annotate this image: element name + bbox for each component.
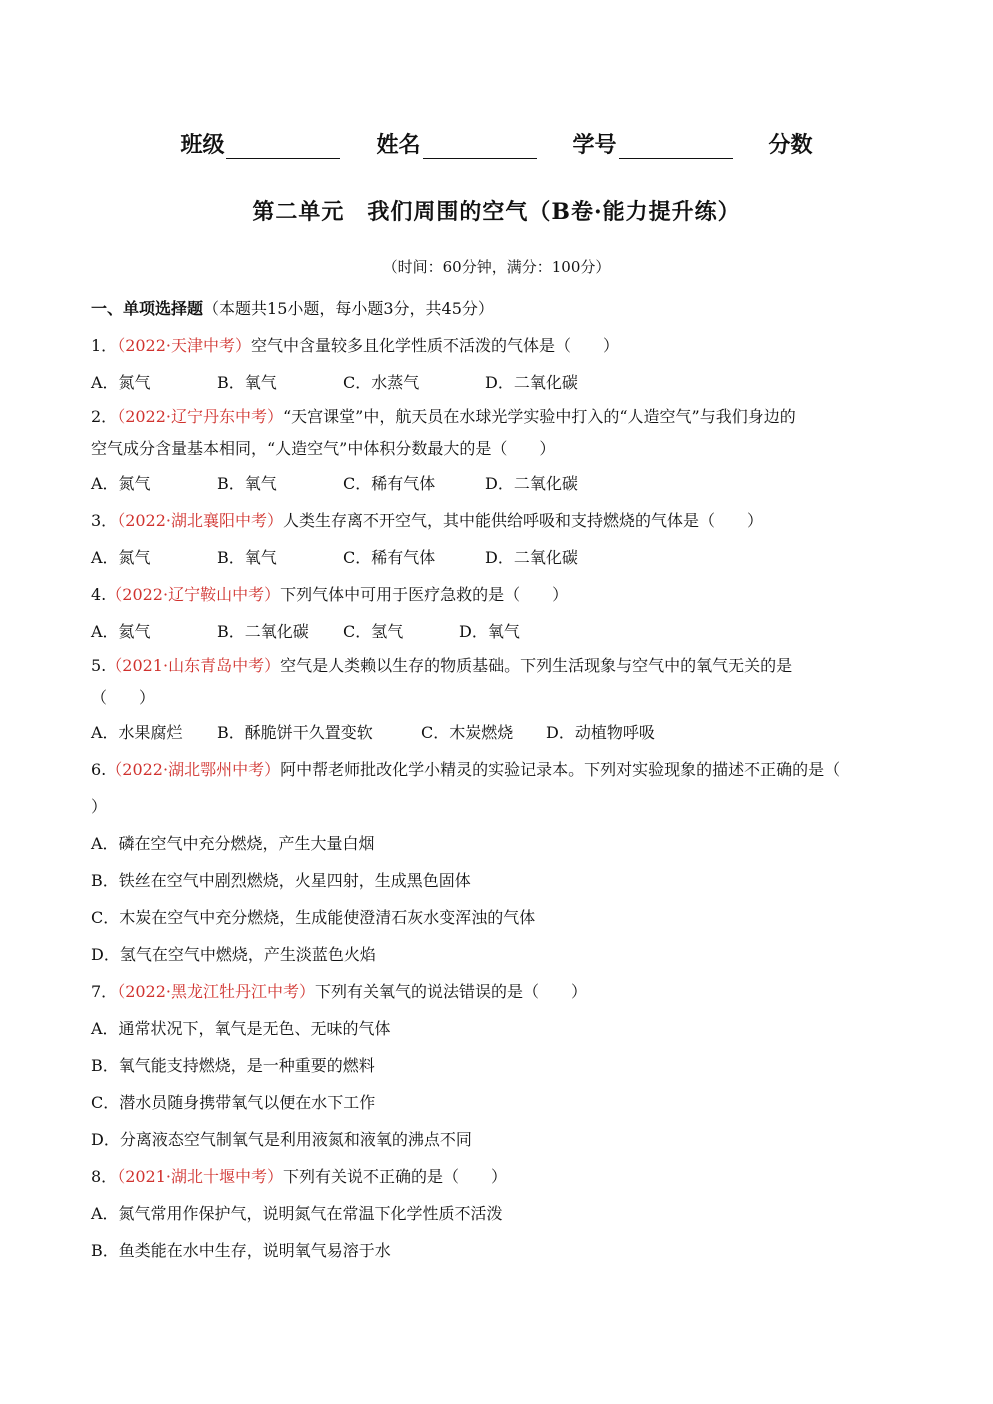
- question-number: 6.: [91, 760, 107, 779]
- question-stem: [91, 502, 906, 539]
- question-number: 4.: [91, 585, 107, 604]
- option-d[interactable]: D．二氧化碳: [485, 474, 578, 493]
- class-field: [180, 128, 340, 159]
- question-stem: [91, 1158, 906, 1195]
- name-blank[interactable]: [423, 136, 537, 159]
- score-field: [769, 128, 813, 159]
- question-stem: [91, 576, 906, 613]
- option-a[interactable]: A．通常状况下，氧气是无色、无味的气体: [91, 1019, 391, 1038]
- question-list: [91, 290, 906, 1269]
- option-d[interactable]: D．二氧化碳: [485, 548, 578, 567]
- question-stem: [91, 973, 906, 1010]
- option-a[interactable]: A．氮气: [91, 373, 151, 392]
- option-b[interactable]: B．二氧化碳: [217, 622, 309, 641]
- question-source: （2022·湖北鄂州中考）: [106, 760, 281, 779]
- question-source: （2022·辽宁鞍山中考）: [106, 585, 281, 604]
- option-a[interactable]: A．磷在空气中充分燃烧，产生大量白烟: [91, 834, 375, 853]
- option-a[interactable]: A．氮气: [91, 548, 151, 567]
- option-row: [91, 714, 906, 751]
- option-d[interactable]: D．氧气: [459, 622, 520, 641]
- question-number: 7．: [91, 982, 118, 1001]
- option-d[interactable]: D．二氧化碳: [485, 373, 578, 392]
- question-stem: [91, 327, 906, 364]
- class-label: 班级: [180, 132, 225, 158]
- option-b[interactable]: B．鱼类能在水中生存，说明氧气易溶于水: [91, 1241, 391, 1260]
- option-b[interactable]: B．铁丝在空气中剧烈燃烧，火星四射，生成黑色固体: [91, 871, 471, 890]
- option-b[interactable]: B．酥脆饼干久置变软: [217, 723, 373, 742]
- question-text: 空气是人类赖以生存的物质基础。下列生活现象与空气中的氧气无关的是: [280, 656, 793, 675]
- student-info-line: [0, 128, 993, 159]
- option-b[interactable]: B．氧气: [217, 373, 277, 392]
- page-title: 第二单元 我们周围的空气（B卷·能力提升练）: [252, 199, 741, 225]
- option-c[interactable]: C．水蒸气: [343, 373, 420, 392]
- question-text: 下列气体中可用于医疗急救的是（ ）: [280, 585, 569, 604]
- section-note: （本题共15小题，每小题3分，共45分）: [203, 299, 494, 318]
- option-d[interactable]: D．氢气在空气中燃烧，产生淡蓝色火焰: [91, 945, 376, 964]
- option-c[interactable]: C．木炭燃烧: [421, 723, 514, 742]
- question-source: （2021·湖北十堰中考）: [117, 1167, 283, 1186]
- question-text: 阿中帮老师批改化学小精灵的实验记录本。下列对实验现象的描述不正确的是（: [280, 760, 841, 779]
- question-source: （2022·辽宁丹东中考）: [117, 407, 283, 426]
- question-text: 下列有关氧气的说法错误的是（ ）: [315, 982, 588, 1001]
- question-stem: [91, 751, 906, 788]
- question-stem: [91, 401, 906, 433]
- option-row: [91, 465, 906, 502]
- question-number: 2．: [91, 407, 118, 426]
- class-blank[interactable]: [226, 136, 340, 159]
- name-field: [376, 128, 536, 159]
- student-id-field: [573, 128, 733, 159]
- question-stem-continued: 空气成分含量基本相同，“人造空气”中体积分数最大的是（ ）: [91, 439, 556, 458]
- question-number: 8．: [91, 1167, 118, 1186]
- section-heading: [91, 290, 906, 327]
- option-c[interactable]: C．稀有气体: [343, 548, 436, 567]
- question-stem-continued: ）: [91, 797, 108, 816]
- question-text: 空气中含量较多且化学性质不活泼的气体是（ ）: [251, 336, 620, 355]
- option-a[interactable]: A．水果腐烂: [91, 723, 183, 742]
- question-source: （2022·天津中考）: [117, 336, 251, 355]
- option-a[interactable]: A．氮气常用作保护气，说明氮气在常温下化学性质不活泼: [91, 1204, 503, 1223]
- question-number: 1．: [91, 336, 118, 355]
- option-d[interactable]: D．分离液态空气制氧气是利用液氮和液氧的沸点不同: [91, 1130, 472, 1149]
- student-id-label: 学号: [572, 132, 617, 158]
- question-source: （2022·湖北襄阳中考）: [117, 511, 283, 530]
- option-b[interactable]: B．氧气: [217, 548, 277, 567]
- question-text: 下列有关说不正确的是（ ）: [283, 1167, 508, 1186]
- question-number: 5.: [91, 656, 107, 675]
- option-b[interactable]: B．氧气能支持燃烧，是一种重要的燃料: [91, 1056, 375, 1075]
- question-text: “天宫课堂”中，航天员在水球光学实验中打入的“人造空气”与我们身边的: [283, 407, 796, 426]
- option-b[interactable]: B．氧气: [217, 474, 277, 493]
- option-c[interactable]: C．潜水员随身携带氧气以便在水下工作: [91, 1093, 376, 1112]
- section-title: 一、单项选择题: [91, 299, 204, 318]
- option-row: [91, 364, 906, 401]
- score-label: 分数: [768, 132, 813, 158]
- name-label: 姓名: [376, 132, 421, 158]
- option-row: [91, 613, 906, 650]
- option-a[interactable]: A．氮气: [91, 474, 151, 493]
- question-stem-continued: （ ）: [91, 688, 156, 707]
- option-c[interactable]: C．木炭在空气中充分燃烧，生成能使澄清石灰水变浑浊的气体: [91, 908, 536, 927]
- option-d[interactable]: D．动植物呼吸: [546, 723, 655, 742]
- student-id-blank[interactable]: [619, 136, 733, 159]
- option-a[interactable]: A．氦气: [91, 622, 151, 641]
- exam-time-info: （时间：60分钟，满分：100分）: [382, 258, 611, 276]
- question-source: （2021·山东青岛中考）: [106, 656, 281, 675]
- question-number: 3．: [91, 511, 118, 530]
- option-row: [91, 539, 906, 576]
- question-stem: [91, 650, 906, 682]
- option-c[interactable]: C．稀有气体: [343, 474, 436, 493]
- option-c[interactable]: C．氢气: [343, 622, 404, 641]
- question-source: （2022·黑龙江牡丹江中考）: [117, 982, 315, 1001]
- question-text: 人类生存离不开空气，其中能供给呼吸和支持燃烧的气体是（ ）: [283, 511, 764, 530]
